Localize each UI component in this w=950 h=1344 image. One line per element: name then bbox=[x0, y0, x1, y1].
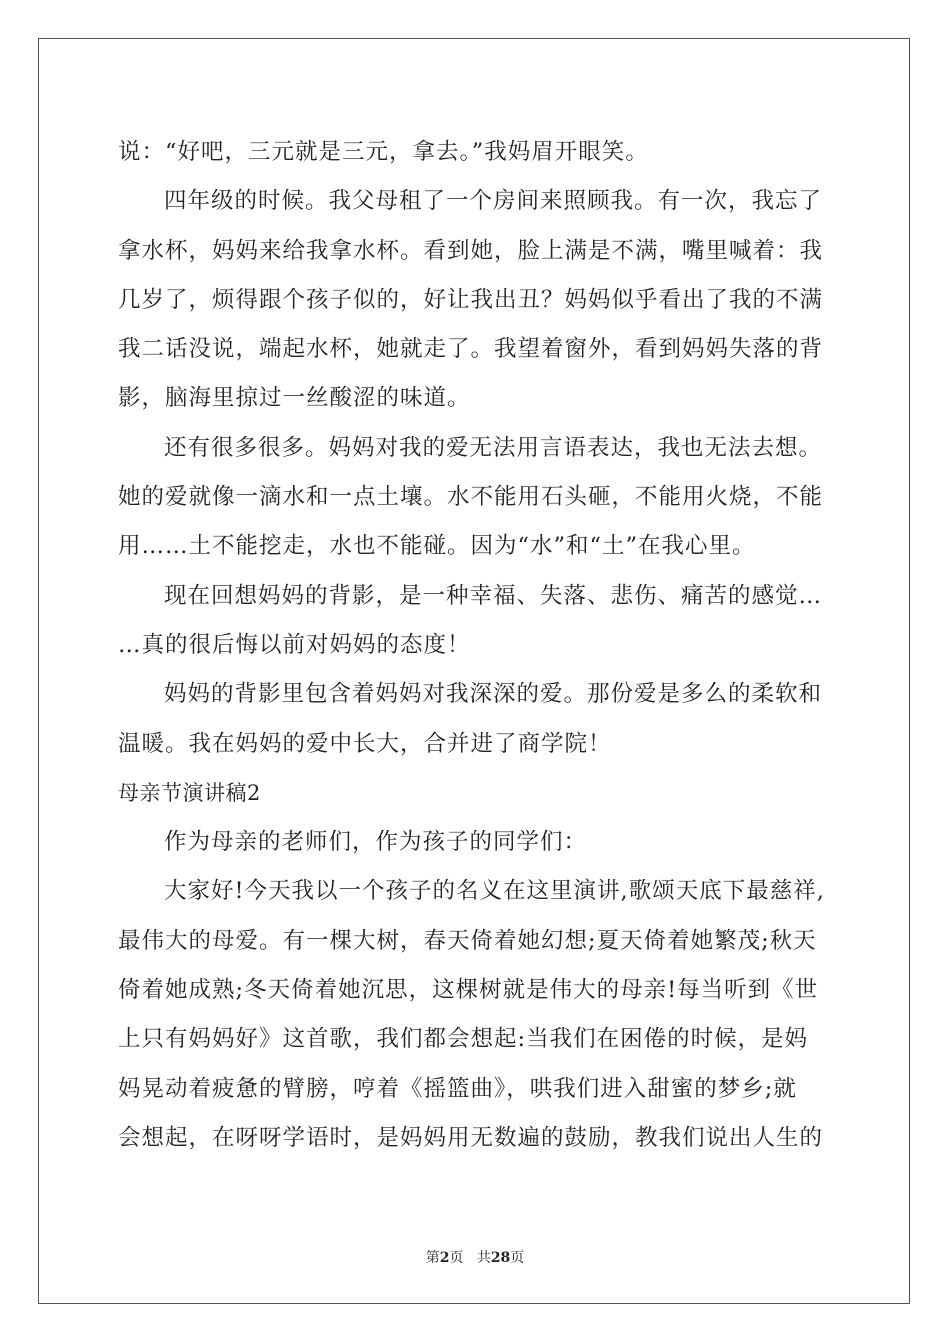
footer-page-prefix: 第 bbox=[425, 1250, 440, 1266]
text-line: 用……土不能挖走，水也不能碰。因为“水”和“土”在我心里。 bbox=[118, 533, 756, 560]
text-line: 会想起，在呀呀学语时，是妈妈用无数遍的鼓励，教我们说出人生的 bbox=[118, 1124, 824, 1151]
footer-total-suffix: 页 bbox=[510, 1250, 525, 1266]
text-line: 倚着她成熟;冬天倚着她沉思，这棵树就是伟大的母亲!每当听到《世 bbox=[118, 977, 819, 1004]
document-body bbox=[118, 128, 836, 1163]
text-line: 作为母亲的老师们，作为孩子的同学们： bbox=[164, 829, 588, 856]
footer-page-number: 2 bbox=[439, 1250, 450, 1266]
text-line: 四年级的时候。我父母租了一个房间来照顾我。有一次，我忘了 bbox=[164, 188, 823, 215]
text-line: 现在回想妈妈的背影，是一种幸福、失落、悲伤、痛苦的感觉… bbox=[164, 582, 823, 609]
text-line: 我二话没说，端起水杯，她就走了。我望着窗外，看到妈妈失落的背 bbox=[118, 336, 824, 363]
section-heading: 母亲节演讲稿2 bbox=[118, 780, 261, 805]
page-footer bbox=[0, 1247, 950, 1267]
text-line: 最伟大的母爱。有一棵大树，春天倚着她幻想;夏天倚着她繁茂;秋天 bbox=[118, 927, 817, 954]
text-line: 几岁了，烦得跟个孩子似的，好让我出丑？妈妈似乎看出了我的不满 bbox=[118, 286, 824, 313]
text-line: 影，脑海里掠过一丝酸涩的味道。 bbox=[118, 385, 471, 412]
text-line: 还有很多很多。妈妈对我的爱无法用言语表达，我也无法去想。 bbox=[164, 434, 823, 461]
footer-total-pages: 28 bbox=[490, 1250, 511, 1266]
text-line: 大家好!今天我以一个孩子的名义在这里演讲,歌颂天底下最慈祥, bbox=[164, 878, 825, 905]
text-line: 上只有妈妈好》这首歌，我们都会想起:当我们在困倦的时候，是妈 bbox=[118, 1026, 809, 1053]
footer-page-suffix: 页 bbox=[449, 1250, 464, 1266]
text-line: 妈妈的背影里包含着妈妈对我深深的爱。那份爱是多么的柔软和 bbox=[164, 681, 823, 708]
text-line: …真的很后悔以前对妈妈的态度！ bbox=[118, 631, 471, 658]
text-line: 说：“好吧，三元就是三元，拿去。”我妈眉开眼笑。 bbox=[118, 139, 649, 165]
text-line: 拿水杯，妈妈来给我拿水杯。看到她，脸上满是不满，嘴里喊着：我 bbox=[118, 237, 824, 264]
footer-total-prefix: 共 bbox=[476, 1250, 491, 1266]
text-line: 妈晃动着疲惫的臂膀，哼着《摇篮曲》，哄我们进入甜蜜的梦乡;就 bbox=[118, 1075, 797, 1102]
text-line: 温暖。我在妈妈的爱中长大，合并进了商学院！ bbox=[118, 730, 612, 757]
text-line: 她的爱就像一滴水和一点土壤。水不能用石头砸，不能用火烧，不能 bbox=[118, 484, 824, 511]
